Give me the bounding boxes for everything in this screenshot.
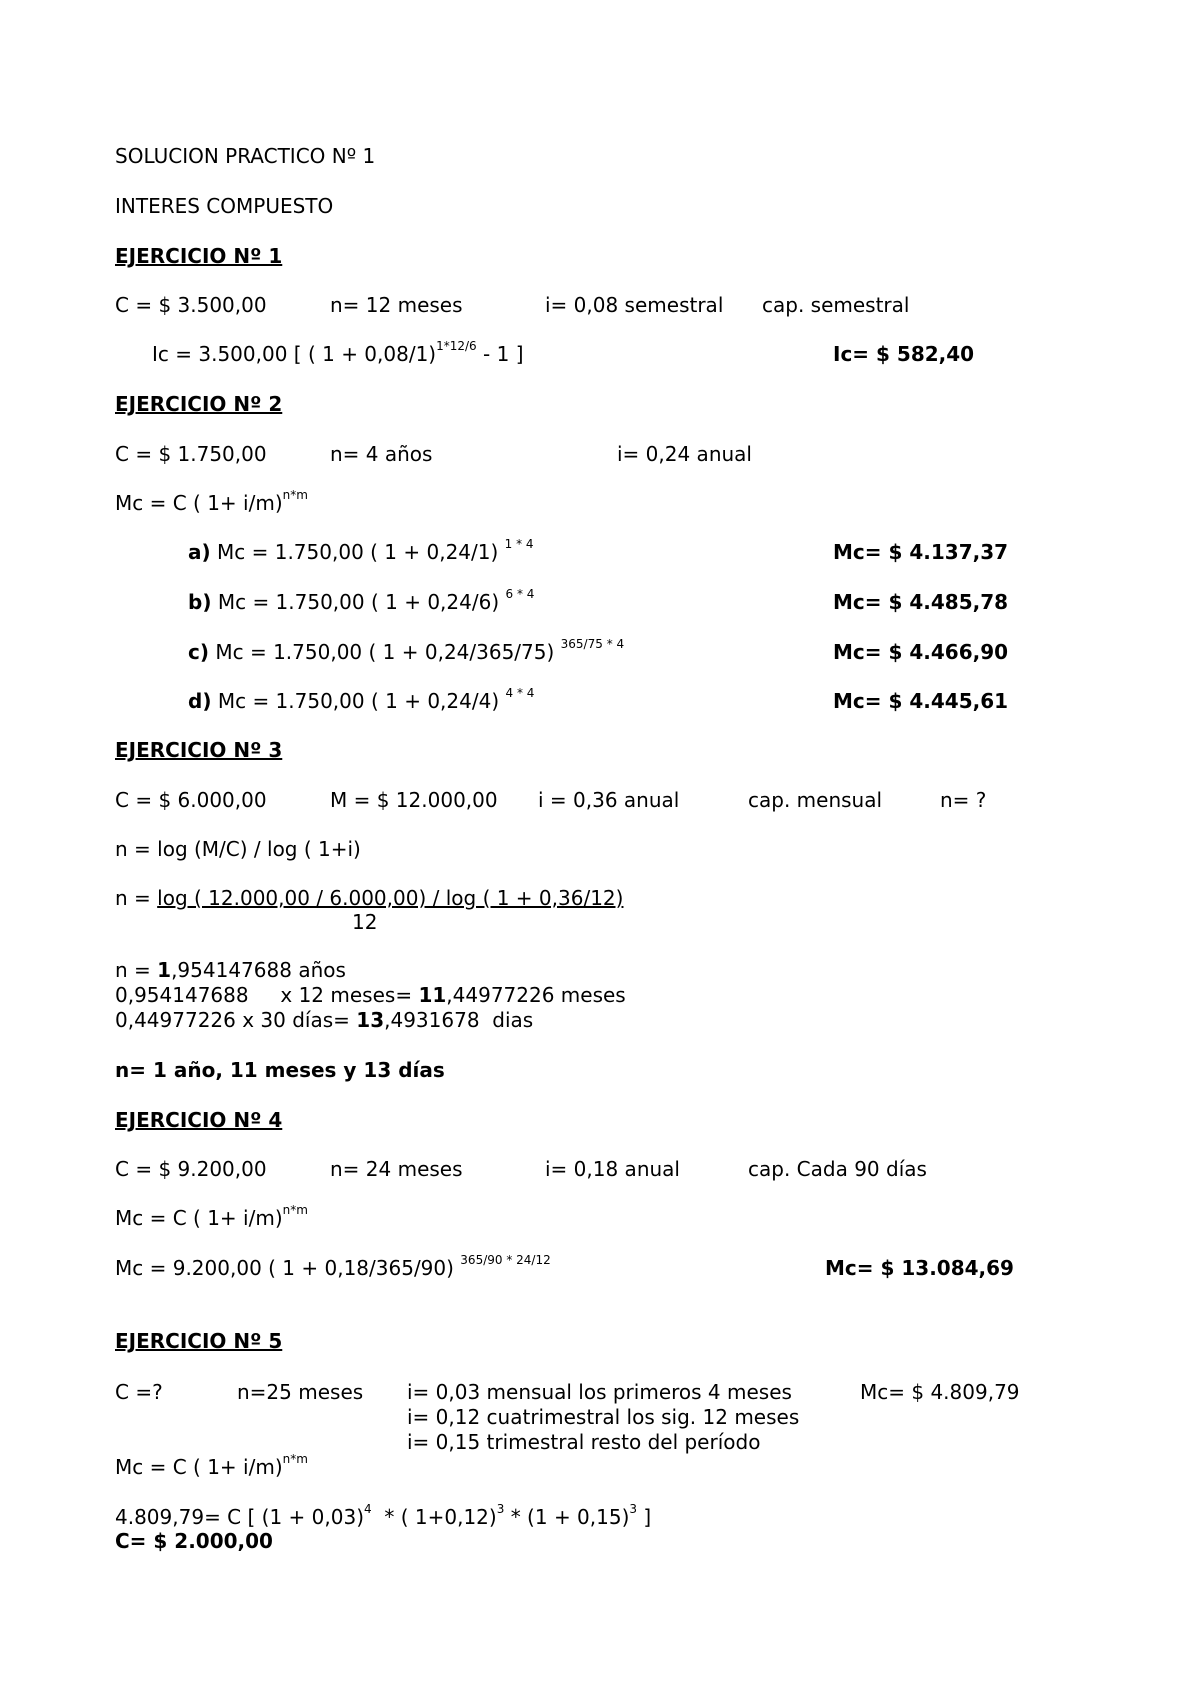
ej1-result: Ic= $ 582,40: [833, 342, 975, 366]
ej3-result-years: n = 1,954147688 años: [115, 958, 346, 982]
ej3-formula-1: n = log (M/C) / log ( 1+i): [115, 837, 361, 861]
ej3-formula-2: n = log ( 12.000,00 / 6.000,00) / log ( 1 + 0,36/12): [115, 886, 624, 910]
ej5-n: n=25 meses: [237, 1380, 364, 1404]
ej1-heading: EJERCICIO Nº 1: [115, 244, 283, 268]
ej1-formula: Ic = 3.500,00 [ ( 1 + 0,08/1)$^{1*12/6}$ - 1 ]: [152, 339, 524, 366]
ej2-base-formula: Mc = C ( 1+ i/m)$^{n*m}$: [115, 488, 308, 515]
ej2-item-d: d) Mc = 1.750,00 ( 1 + 0,24/4) $^{4 * 4}$: [188, 686, 535, 713]
ej3-m: M = $ 12.000,00: [330, 788, 498, 812]
ej2-item-b: b) Mc = 1.750,00 ( 1 + 0,24/6) $^{6 * 4}$: [188, 587, 535, 614]
ej5-formula: 4.809,79= C [ $(1 + 0,03)^4$ * ( $1+0,12)^3 * (1 + 0,15)^3$ ]: [115, 1502, 652, 1529]
ej1-i: i= 0,08 semestral: [545, 293, 724, 317]
ej2-result-a: Mc= $ 4.137,37: [833, 540, 1009, 564]
ej5-i3: i= 0,15 trimestral resto del período: [407, 1430, 761, 1454]
ej2-result-d: Mc= $ 4.445,61: [833, 689, 1009, 713]
ej4-base-formula: Mc = C ( 1+ i/m)$^{n*m}$: [115, 1203, 308, 1230]
ej1-c: C = $ 3.500,00: [115, 293, 267, 317]
ej3-cap: cap. mensual: [748, 788, 883, 812]
ej4-n: n= 24 meses: [330, 1157, 463, 1181]
ej2-item-c: c) Mc = 1.750,00 ( 1 + 0,24/365/75) $^{365/75 * 4}$: [188, 637, 625, 664]
document-title: SOLUCION PRACTICO Nº 1: [115, 144, 376, 168]
ej5-mc: Mc= $ 4.809,79: [860, 1380, 1020, 1404]
ej5-i2: i= 0,12 cuatrimestral los sig. 12 meses: [407, 1405, 800, 1429]
ej3-c: C = $ 6.000,00: [115, 788, 267, 812]
ej1-n: n= 12 meses: [330, 293, 463, 317]
ej4-c: C = $ 9.200,00: [115, 1157, 267, 1181]
ej3-formula-2-denominator: 12: [352, 910, 378, 934]
ej4-result: Mc= $ 13.084,69: [825, 1256, 1014, 1280]
ej3-final: n= 1 año, 11 meses y 13 días: [115, 1058, 445, 1082]
ej4-heading: EJERCICIO Nº 4: [115, 1108, 283, 1132]
ej4-formula: Mc = 9.200,00 ( 1 + 0,18/365/90) $^{365/90 * 24/12}$: [115, 1253, 551, 1280]
ej2-heading: EJERCICIO Nº 2: [115, 392, 283, 416]
ej3-i: i = 0,36 anual: [538, 788, 680, 812]
ej2-result-b: Mc= $ 4.485,78: [833, 590, 1009, 614]
ej4-cap: cap. Cada 90 días: [748, 1157, 927, 1181]
ej3-heading: EJERCICIO Nº 3: [115, 738, 283, 762]
ej5-heading: EJERCICIO Nº 5: [115, 1329, 283, 1353]
ej5-i1: i= 0,03 mensual los primeros 4 meses: [407, 1380, 792, 1404]
ej2-i: i= 0,24 anual: [617, 442, 752, 466]
ej3-n: n= ?: [940, 788, 987, 812]
ej2-n: n= 4 años: [330, 442, 433, 466]
document-subtitle: INTERES COMPUESTO: [115, 194, 334, 218]
ej5-result: C= $ 2.000,00: [115, 1529, 273, 1553]
ej1-cap: cap. semestral: [762, 293, 910, 317]
ej3-result-days: 0,44977226 x 30 días= 13,4931678 dias: [115, 1008, 534, 1032]
ej5-base-formula: Mc = C ( 1+ i/m)$^{n*m}$: [115, 1452, 308, 1479]
ej2-item-a: a) Mc = 1.750,00 ( 1 + 0,24/1) $^{1 * 4}$: [188, 537, 534, 564]
ej2-c: C = $ 1.750,00: [115, 442, 267, 466]
ej4-i: i= 0,18 anual: [545, 1157, 680, 1181]
ej3-result-months: 0,954147688 x 12 meses= 11,44977226 meses: [115, 983, 626, 1007]
ej5-c: C =?: [115, 1380, 163, 1404]
ej2-result-c: Mc= $ 4.466,90: [833, 640, 1009, 664]
